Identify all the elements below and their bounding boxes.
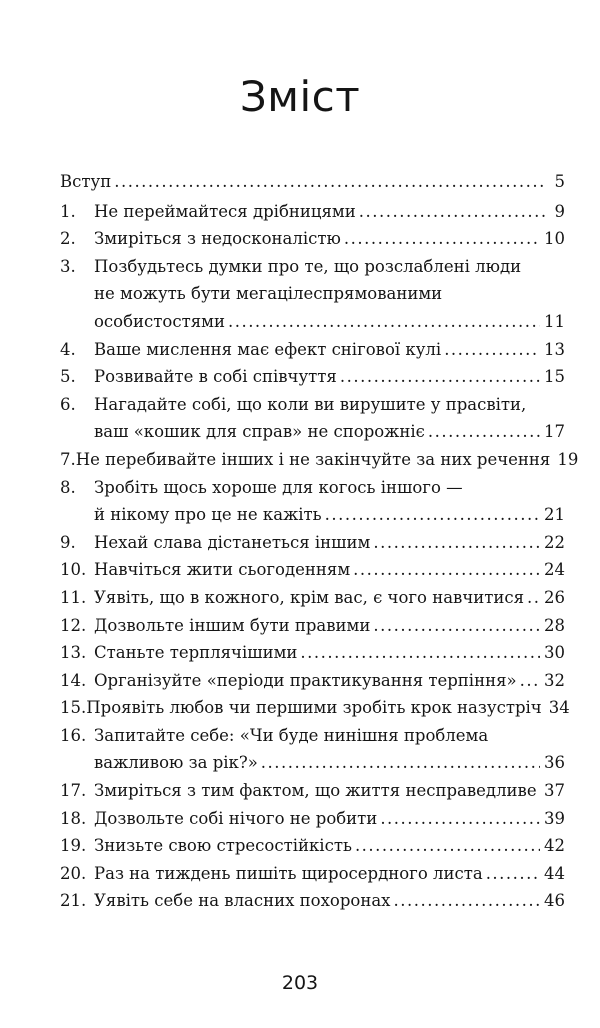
toc-entry-page: 32 xyxy=(544,670,565,690)
toc-entry xyxy=(60,722,565,777)
toc-entry-text: Ваше мислення має ефект снігової кулі xyxy=(94,339,442,359)
toc-entry xyxy=(60,832,565,860)
toc-entry xyxy=(60,777,565,805)
toc-entry-number: 19. xyxy=(60,836,87,856)
toc-entry-line xyxy=(60,777,565,805)
toc-entry xyxy=(60,694,570,722)
toc-entry xyxy=(60,667,565,695)
toc-entry-number: 16. xyxy=(60,725,87,745)
toc-entry-page: 24 xyxy=(544,560,565,580)
toc-entry-text: Зробіть щось хороше для когось іншого — xyxy=(94,477,463,497)
toc-entry-number: 5. xyxy=(60,367,76,387)
toc-entry xyxy=(60,474,565,529)
toc-entry-page: 5 xyxy=(554,172,565,191)
toc-entry-text: Проявіть любов чи першими зробіть крок назустріч xyxy=(86,698,542,718)
toc-entry-line xyxy=(60,556,565,584)
dot-leader xyxy=(359,198,547,226)
toc-entry xyxy=(60,336,565,364)
toc-entry-line xyxy=(94,501,565,529)
dot-leader xyxy=(325,501,540,529)
toc-entry-number: 8. xyxy=(60,477,76,497)
toc-entry xyxy=(60,860,565,888)
toc-entry-line xyxy=(94,749,565,777)
toc-entry-page: 42 xyxy=(544,836,565,856)
toc-entry-text: Нагадайте собі, що коли ви вирушите у прасвіти, xyxy=(94,394,527,414)
toc-entry-number: 21. xyxy=(60,891,87,911)
toc-entry-text: Уявіть, що в кожного, крім вас, є чого навчитися xyxy=(94,587,525,607)
toc-entry-page: 21 xyxy=(544,505,565,525)
dot-leader xyxy=(380,805,540,833)
toc-entry-text: Знизьте свою стресостійкість xyxy=(94,836,352,856)
dot-leader xyxy=(114,168,547,196)
dot-leader xyxy=(344,225,540,253)
toc-entry-label: Вступ xyxy=(60,172,112,191)
toc-entry-text: Раз на тиждень пишіть щиросердного листа xyxy=(94,863,483,883)
toc-entry-text: ваш «кошик для справ» не спорожніє xyxy=(94,422,425,442)
dot-leader xyxy=(300,639,540,667)
dot-leader xyxy=(373,529,540,557)
toc-entry xyxy=(60,529,565,557)
toc-entry-text: Уявіть себе на власних похоронах xyxy=(94,891,391,911)
toc-entry-line xyxy=(60,253,565,281)
toc-entry-number: 11. xyxy=(60,587,87,607)
toc-entry xyxy=(60,612,565,640)
toc-entry-page: 22 xyxy=(544,532,565,552)
toc-entry-line xyxy=(60,363,565,391)
toc-entry-page: 17 xyxy=(544,422,565,442)
toc-entry-text: Запитайте себе: «Чи буде нинішня проблема xyxy=(94,725,489,745)
toc-entry-page: 28 xyxy=(544,615,565,635)
toc-entry-text: й нікому про це не кажіть xyxy=(94,505,322,525)
toc-entry-page: 15 xyxy=(544,367,565,387)
toc-entry-line xyxy=(60,474,565,502)
toc-entry-line xyxy=(60,860,565,888)
toc-entry-line xyxy=(60,805,565,833)
toc-entry-line xyxy=(60,446,579,474)
dot-leader xyxy=(373,612,540,640)
toc-entry xyxy=(60,584,565,612)
toc-entry xyxy=(60,887,565,915)
toc-entry-line xyxy=(60,639,565,667)
toc-entry-line xyxy=(60,612,565,640)
toc-entry xyxy=(60,253,565,336)
toc-entry-line xyxy=(60,391,565,419)
toc-entry xyxy=(60,805,565,833)
page-number: 203 xyxy=(281,972,319,994)
toc-entry-page: 26 xyxy=(544,587,565,607)
toc-entry-number: 20. xyxy=(60,863,87,883)
toc-entry-page: 44 xyxy=(544,863,565,883)
toc-entry-number: 4. xyxy=(60,339,76,359)
toc-entry-line xyxy=(94,308,565,336)
toc-entry-text: Станьте терплячішими xyxy=(94,643,298,663)
toc-entry-text: Дозвольте іншим бути правими xyxy=(94,615,371,635)
toc-entry xyxy=(60,391,565,446)
toc-entry-page: 30 xyxy=(544,643,565,663)
toc-entry-text: Змиріться з тим фактом, що життя несправедливе xyxy=(94,781,537,801)
toc-entry-line xyxy=(60,529,565,557)
toc-entry xyxy=(60,225,565,253)
toc-entry-page: 13 xyxy=(544,339,565,359)
toc-entry-page: 9 xyxy=(554,201,565,221)
dot-leader xyxy=(527,584,540,612)
toc-entry xyxy=(60,446,579,474)
dot-leader xyxy=(340,363,540,391)
dot-leader xyxy=(228,308,540,336)
dot-leader xyxy=(353,556,540,584)
toc-entry-line xyxy=(60,832,565,860)
toc-entry-text: Не перебивайте інших і не закінчуйте за них речення xyxy=(75,449,551,469)
toc-entry-text: Навчіться жити сьогоденням xyxy=(94,560,351,580)
toc-entry-line xyxy=(60,694,570,722)
toc-entry-text: Нехай слава дістанеться іншим xyxy=(94,532,371,552)
dot-leader xyxy=(444,336,540,364)
toc-entry-number: 1. xyxy=(60,201,76,221)
toc-entry-number: 2. xyxy=(60,229,76,249)
toc-entry-text: важливою за рік?» xyxy=(94,753,258,773)
toc-entry-line xyxy=(60,887,565,915)
toc-entry xyxy=(60,639,565,667)
toc-entry-intro xyxy=(60,168,565,196)
page-title: Зміст xyxy=(239,72,361,121)
toc-entry-number: 17. xyxy=(60,781,87,801)
toc-entry-line xyxy=(60,722,565,750)
toc-entry-line xyxy=(60,225,565,253)
dot-leader xyxy=(355,832,540,860)
toc-entry-number: 3. xyxy=(60,256,76,276)
toc-entry-text: не можуть бути мегацілеспрямованими xyxy=(94,284,443,304)
toc-entry-page: 39 xyxy=(544,808,565,828)
toc-entry-line xyxy=(94,418,565,446)
dot-leader xyxy=(428,418,540,446)
toc-entry xyxy=(60,198,565,226)
toc-entry-text: Змиріться з недосконалістю xyxy=(94,229,341,249)
toc-entry-page: 36 xyxy=(544,753,565,773)
toc-entry-text: особистостями xyxy=(94,311,225,331)
toc-entry-text: Позбудьтесь думки про те, що розслаблені люди xyxy=(94,256,522,276)
toc-entry-line xyxy=(60,336,565,364)
toc-entry-text: Організуйте «періоди практикування терпіння» xyxy=(94,670,517,690)
toc-entry-line xyxy=(60,667,565,695)
table-of-contents xyxy=(60,168,579,915)
toc-entry-page: 19 xyxy=(557,449,579,469)
dot-leader xyxy=(520,667,540,695)
toc-entry-line xyxy=(60,198,565,226)
dot-leader xyxy=(393,887,540,915)
toc-entry-page: 37 xyxy=(544,781,565,801)
toc-entry-number: 9. xyxy=(60,532,76,552)
toc-entry-page: 10 xyxy=(544,229,565,249)
toc-entry-number: 13. xyxy=(60,643,87,663)
toc-entry-text: Дозвольте собі нічого не робити xyxy=(94,808,378,828)
toc-entry-number: 10. xyxy=(60,560,87,580)
dot-leader xyxy=(486,860,540,888)
toc-entry-number: 12. xyxy=(60,615,87,635)
toc-entry xyxy=(60,556,565,584)
dot-leader xyxy=(261,749,540,777)
toc-entry-line xyxy=(94,280,565,308)
toc-entry-page: 46 xyxy=(544,891,565,911)
toc-entry xyxy=(60,363,565,391)
toc-entry-page: 34 xyxy=(548,698,570,718)
toc-entry-line xyxy=(60,584,565,612)
toc-entry-number: 14. xyxy=(60,670,87,690)
toc-entry-number: 6. xyxy=(60,394,76,414)
toc-entry-number: 18. xyxy=(60,808,87,828)
toc-entry-number: 15. xyxy=(60,698,87,718)
toc-entry-text: Розвивайте в собі співчуття xyxy=(94,367,337,387)
toc-entry-page: 11 xyxy=(544,311,565,331)
toc-entry-text: Не переймайтеся дрібницями xyxy=(94,201,356,221)
toc-entry-number: 7. xyxy=(60,449,76,469)
